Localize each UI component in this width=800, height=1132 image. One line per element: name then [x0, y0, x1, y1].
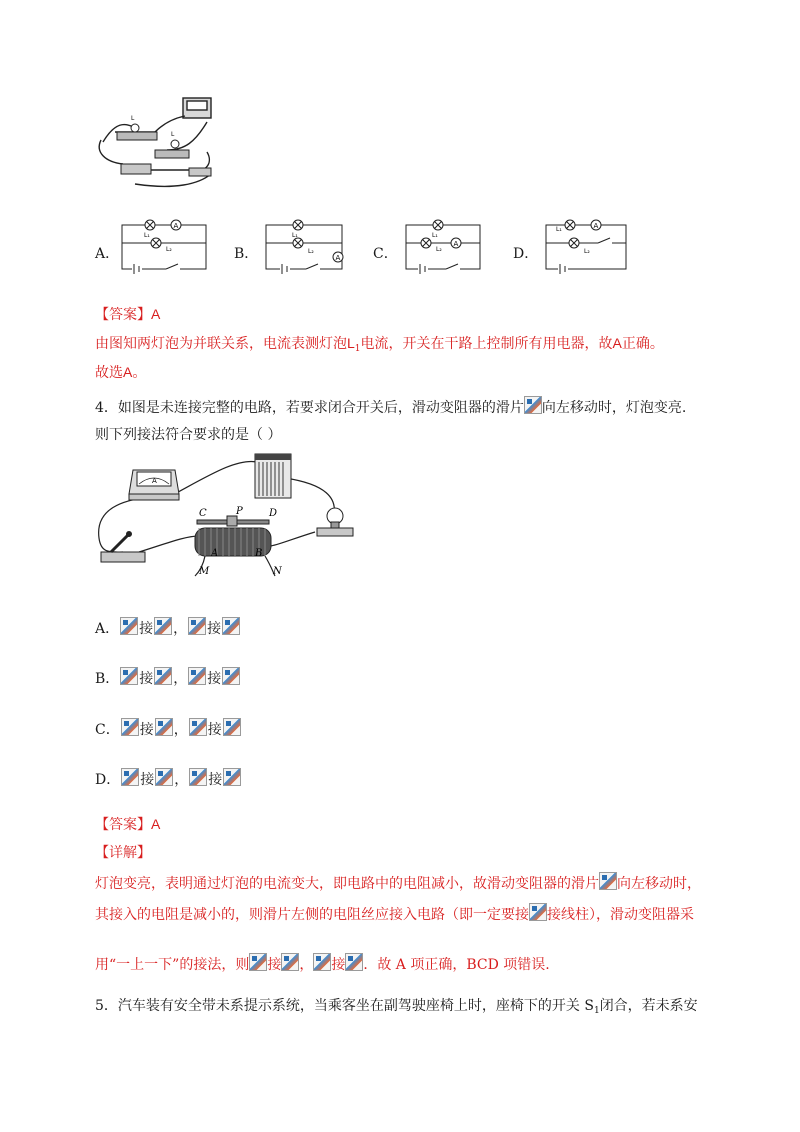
placeholder-image-icon — [121, 768, 139, 786]
q3-d-ammeter-symbol: A — [593, 222, 599, 230]
q4-detail-line1 — [95, 872, 701, 894]
q3-b-ammeter-symbol: A — [335, 254, 341, 262]
q3-expl-a: A — [612, 335, 622, 351]
q4-option-a-label: A． — [95, 621, 120, 637]
q3-option-d-label[interactable]: D． — [513, 246, 539, 262]
q3-explanation — [95, 333, 664, 359]
q5-stem-sub: 1 — [593, 1006, 600, 1016]
q3-a-lamp2: L₂ — [166, 246, 172, 253]
placeholder-image-icon — [529, 903, 547, 921]
svg-text:L: L — [171, 131, 175, 138]
placeholder-image-icon — [121, 718, 139, 736]
q3-expl-sub: 1 — [354, 344, 361, 354]
q4-label-p: P — [236, 506, 243, 517]
q3-choose-suffix: 。 — [132, 365, 147, 381]
q5-stem-part1: 5．汽车装有安全带未系提示系统，当乘客坐在副驾驶座椅上时，座椅下的开关 S — [95, 998, 594, 1014]
placeholder-image-icon — [189, 718, 207, 736]
q5-stem-part2: 闭合，若未系安 — [599, 998, 698, 1014]
q5-stem-line1 — [95, 996, 698, 1021]
q4-option-b-label: B． — [95, 671, 120, 687]
q3-option-b-label[interactable]: B． — [234, 246, 259, 262]
placeholder-image-icon — [188, 617, 206, 635]
q3-d-lamp1: L₁ — [556, 226, 562, 233]
q4-option-c-comma: ， — [173, 722, 188, 738]
q4-label-b: B — [255, 548, 263, 559]
q3-answer — [95, 304, 160, 325]
placeholder-image-icon — [281, 953, 299, 971]
q4-detail-line3-b: ．故 A 项正确，BCD 项错误. — [363, 957, 550, 973]
q4-option-a[interactable] — [95, 617, 241, 639]
q3-option-c-label[interactable]: C． — [373, 246, 398, 262]
q3-expl-part1: 由图知两灯泡为并联关系，电流表测灯泡 — [95, 336, 347, 352]
placeholder-image-icon — [188, 667, 206, 685]
q4-detail-line2 — [95, 903, 694, 925]
q4-answer-letter: A — [151, 816, 161, 832]
q3-option-a-circuit — [118, 215, 210, 275]
q3-b-lamp1: L₁ — [292, 232, 298, 239]
q4-stem-part2: 向左移动时，灯泡变亮. — [541, 400, 687, 416]
q4-answer — [95, 814, 160, 835]
q3-answer-letter: A — [151, 306, 161, 322]
q4-label-d: D — [269, 508, 278, 519]
q4-label-a: A — [211, 548, 219, 559]
q4-stem-line1 — [95, 396, 686, 418]
q4-option-b-connect2: 接 — [207, 671, 222, 687]
q4-option-a-comma: ， — [173, 621, 188, 637]
q4-option-c-connect: 接 — [139, 722, 154, 738]
placeholder-image-icon — [189, 768, 207, 786]
q4-option-d-comma: ， — [174, 772, 189, 788]
q3-expl-lamp: L — [347, 335, 355, 351]
q4-detail-line3 — [95, 953, 550, 975]
q4-detail-line1-a: 灯泡变亮，表明通过灯泡的电流变大，即电路中的电阻减小，故滑动变阻器的滑片 — [95, 876, 599, 892]
q4-option-c-connect2: 接 — [207, 722, 222, 738]
placeholder-image-icon — [313, 953, 331, 971]
q4-meter-symbol: A — [152, 477, 157, 485]
q3-choose-prefix: 故选 — [95, 365, 123, 381]
placeholder-image-icon — [223, 718, 241, 736]
q3-c-lamp2: L₂ — [436, 246, 442, 253]
q3-answer-tag: 【答案】 — [95, 307, 151, 323]
q4-label-c: C — [199, 508, 207, 519]
q3-a-lamp1: L₁ — [144, 232, 150, 239]
placeholder-image-icon — [345, 953, 363, 971]
q3-option-d-circuit — [540, 215, 632, 275]
q3-b-lamp2: L₂ — [308, 248, 314, 255]
placeholder-image-icon — [155, 768, 173, 786]
placeholder-image-icon — [154, 667, 172, 685]
q4-option-b-comma: ， — [173, 671, 188, 687]
q4-detail-line1-b: 向左移动时， — [617, 876, 701, 892]
placeholder-image-icon — [155, 718, 173, 736]
q4-stem-line2: 则下列接法符合要求的是（ ） — [95, 427, 282, 443]
q3-choose — [95, 362, 146, 383]
q3-c-ammeter-symbol: A — [453, 240, 459, 248]
q4-option-c-label: C． — [95, 722, 120, 738]
q4-option-d-label: D． — [95, 772, 121, 788]
q4-answer-tag: 【答案】 — [95, 817, 151, 833]
q4-label-n: N — [273, 566, 282, 577]
placeholder-image-icon — [222, 667, 240, 685]
placeholder-image-icon — [120, 667, 138, 685]
q4-detail-line3-connect: 接 — [267, 957, 282, 973]
q3-c-lamp1: L₁ — [432, 232, 438, 239]
q4-detail-line2-b: 接线柱），滑动变阻器采 — [547, 907, 694, 923]
q4-option-d[interactable] — [95, 768, 242, 790]
q4-circuit-figure — [95, 448, 365, 583]
q3-d-lamp2: L₂ — [584, 248, 590, 255]
q3-choose-letter: A — [123, 364, 133, 380]
q4-option-d-connect2: 接 — [208, 772, 223, 788]
q4-option-c[interactable] — [95, 718, 242, 740]
q4-label-m: M — [199, 566, 210, 577]
q4-option-b[interactable] — [95, 667, 241, 689]
q3-option-c-circuit — [396, 215, 488, 275]
q4-stem-part1: 4．如图是未连接完整的电路，若要求闭合开关后，滑动变阻器的滑片 — [95, 400, 524, 416]
q4-option-d-connect: 接 — [140, 772, 155, 788]
slider-placeholder-icon — [599, 872, 617, 890]
placeholder-image-icon — [154, 617, 172, 635]
q4-option-a-connect: 接 — [139, 621, 154, 637]
q3-circuit-photo — [95, 92, 215, 192]
q4-detail-line3-connect2: 接 — [331, 957, 346, 973]
q4-detail-line3-comma: ， — [299, 957, 314, 973]
placeholder-image-icon — [249, 953, 267, 971]
q3-expl-part2: 电流，开关在干路上控制所有用电器，故 — [360, 336, 613, 352]
q3-option-a-label[interactable]: A． — [95, 246, 120, 262]
q4-option-a-connect2: 接 — [207, 621, 222, 637]
slider-placeholder-icon — [524, 396, 542, 414]
placeholder-image-icon — [223, 768, 241, 786]
q3-expl-part3: 正确。 — [621, 336, 664, 352]
placeholder-image-icon — [222, 617, 240, 635]
q4-detail-tag: 【详解】 — [95, 845, 151, 861]
q3-a-ammeter-symbol: A — [173, 222, 179, 230]
q4-option-b-connect: 接 — [139, 671, 154, 687]
q4-detail-line2-a: 其接入的电阻是减小的，则滑片左侧的电阻丝应接入电路（即一定要接 — [95, 907, 529, 923]
svg-text:L: L — [131, 115, 135, 122]
q4-detail-line3-a: 用“一上一下”的接法，则 — [95, 957, 250, 973]
q3-option-b-circuit — [256, 215, 352, 275]
placeholder-image-icon — [120, 617, 138, 635]
